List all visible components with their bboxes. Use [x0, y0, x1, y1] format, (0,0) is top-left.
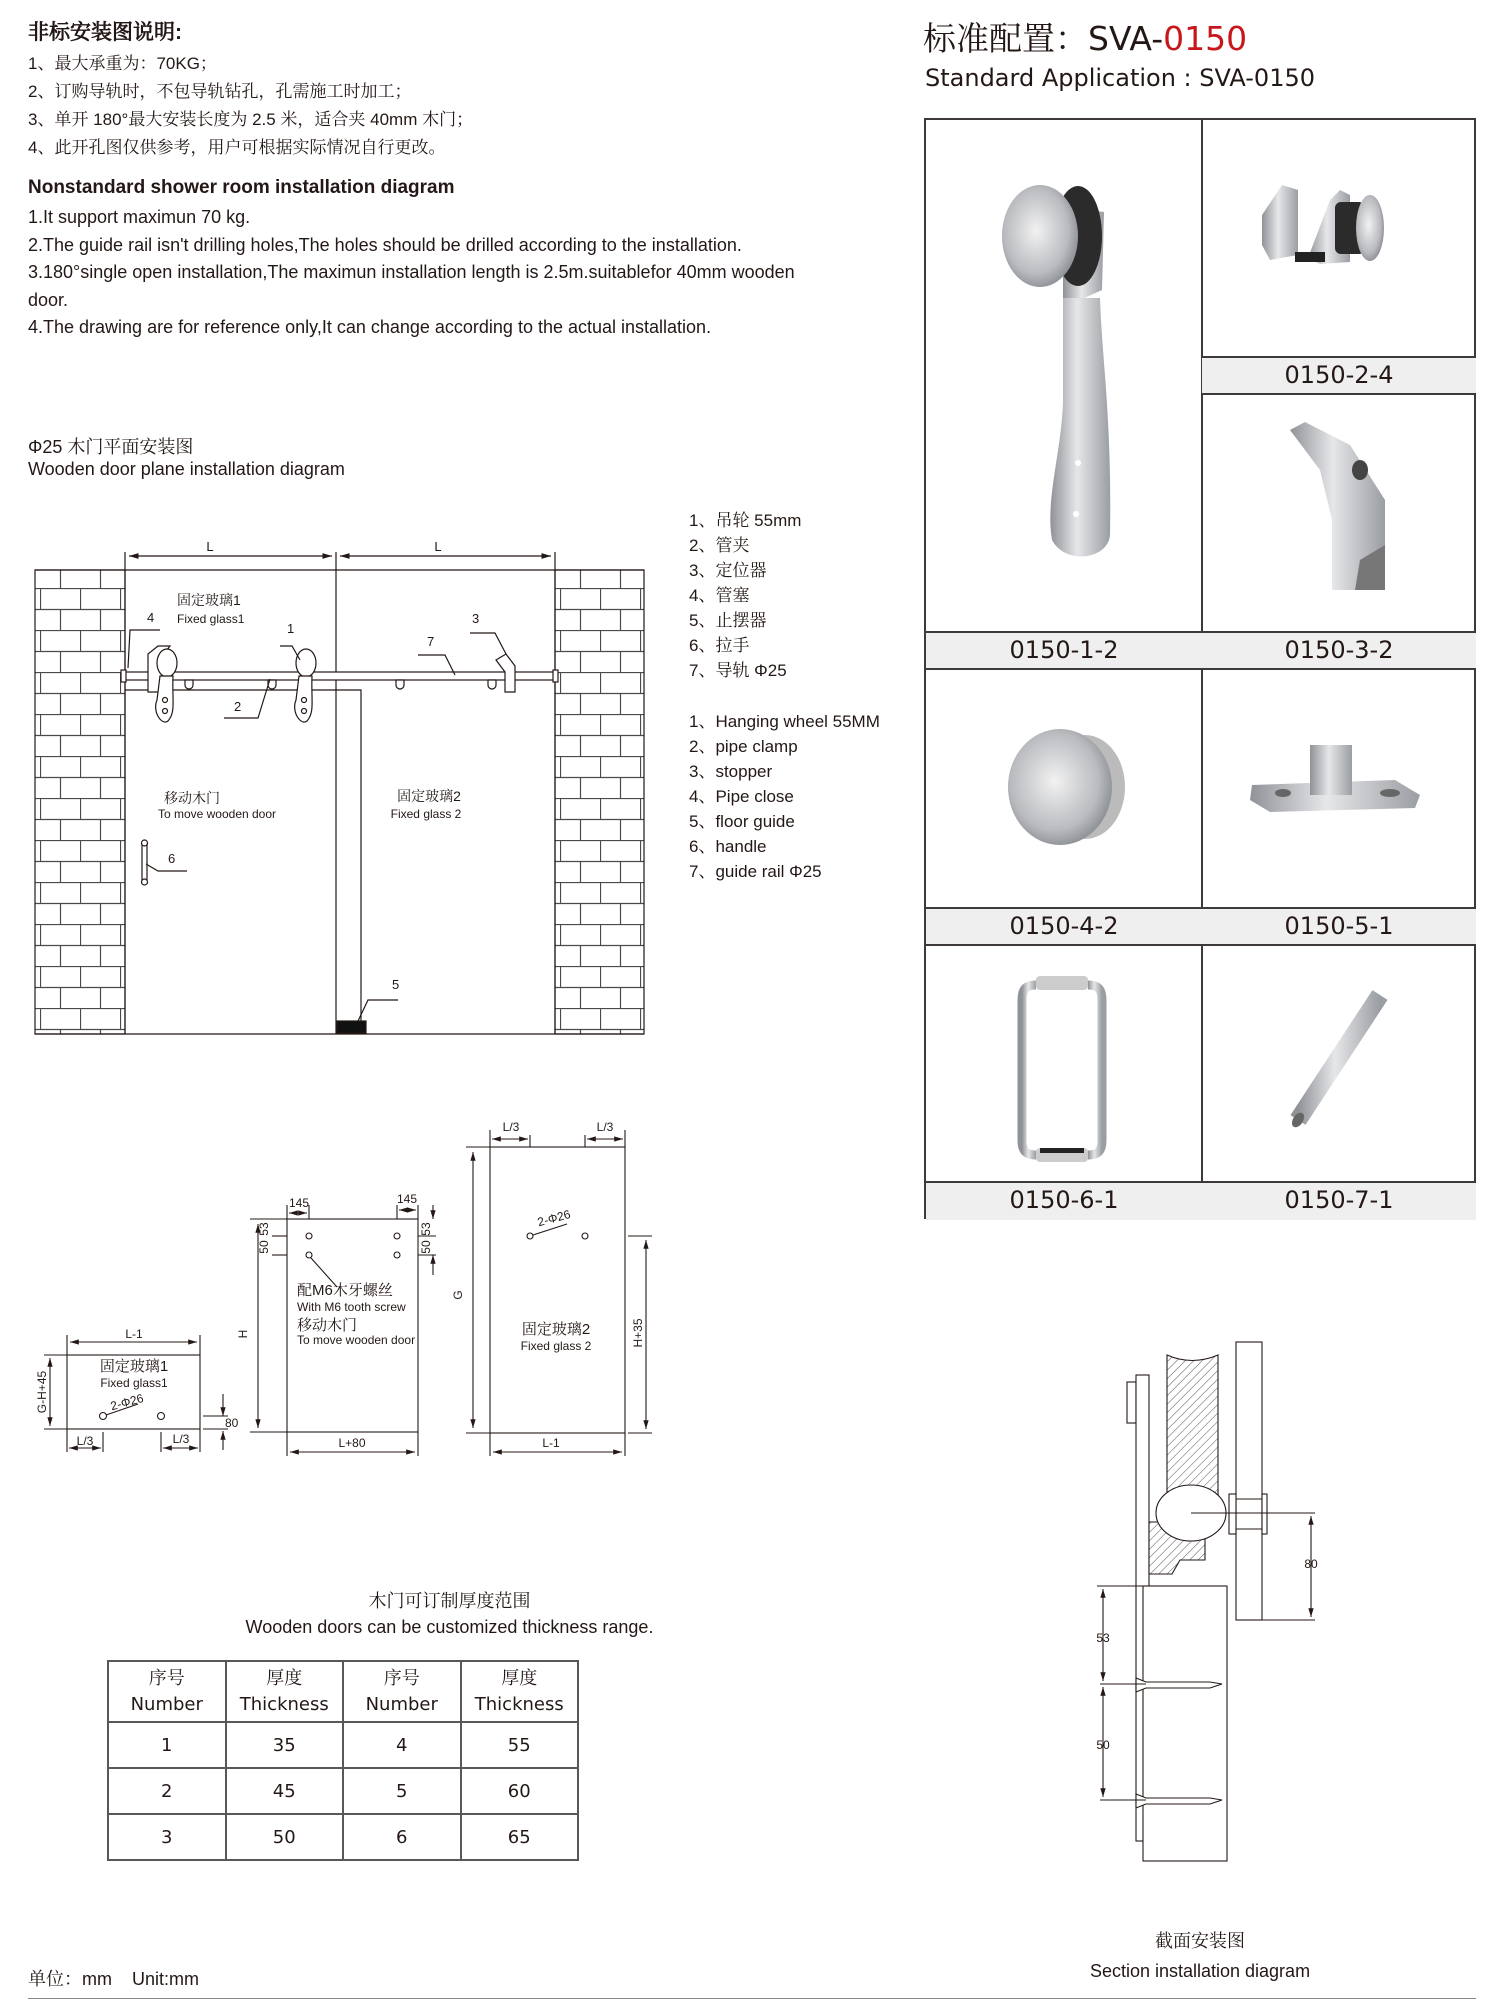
table-cell: 1: [108, 1722, 226, 1768]
fixed-glass2-zh: 固定玻璃2: [397, 788, 461, 804]
product-0150-7-1-image: [1289, 995, 1380, 1129]
legend-item: 3、定位器: [689, 561, 767, 580]
glass1-width: L-1: [125, 1327, 143, 1341]
fixed-glass2-en: Fixed glass 2: [390, 807, 462, 821]
hanging-wheel: [295, 649, 316, 722]
dim-label-L: L: [434, 539, 442, 554]
standard-title-prefix: 标准配置：SVA-: [923, 19, 1164, 58]
glass1-name-zh: 固定玻璃1: [99, 1358, 169, 1375]
glass2-name-en: Fixed glass 2: [520, 1339, 592, 1353]
door-name-en: To move wooden door: [297, 1333, 416, 1347]
door-screw-en: With M6 tooth screw: [297, 1300, 406, 1314]
legend-item: 5、floor guide: [689, 812, 795, 831]
standard-title-code: 0150: [1163, 19, 1248, 58]
note-en: 2.The guide rail isn't drilling holes,The holes should be drilled according to the installation.: [28, 234, 742, 255]
door-width: L+80: [338, 1436, 366, 1450]
plane-title-zh: Φ25 木门平面安装图: [28, 437, 194, 457]
moving-door-en: To move wooden door: [157, 807, 277, 821]
plane-title-en: Wooden door plane installation diagram: [28, 459, 345, 479]
table-cell: 60: [461, 1768, 579, 1814]
floor-guide: [337, 1021, 366, 1033]
table-cell: 35: [226, 1722, 344, 1768]
callout-4: 4: [147, 610, 155, 625]
table-cell: 4: [343, 1722, 461, 1768]
product-label: 0150-5-1: [1202, 907, 1476, 946]
table-row: [108, 1768, 578, 1814]
glass2-name-zh: 固定玻璃2: [521, 1321, 591, 1338]
product-label: 0150-3-2: [1202, 631, 1476, 670]
section-caption: [1000, 1926, 1400, 1986]
plane-installation-diagram: [35, 552, 644, 1034]
legend-item: 2、pipe clamp: [689, 737, 798, 756]
legend-item: 7、guide rail Φ25: [689, 862, 822, 881]
left-brick-wall: [35, 570, 125, 1034]
legend-item: 6、handle: [689, 837, 767, 856]
product-0150-4-2-image: [1008, 729, 1125, 845]
table-cell: 45: [226, 1768, 344, 1814]
guide-rail: [125, 672, 555, 680]
section-installation-diagram: [1097, 1342, 1315, 1861]
thickness-title-zh: 木门可订制厚度范围: [368, 1591, 531, 1611]
legend-item: 2、管夹: [689, 536, 750, 555]
door-v1: 50: [419, 1240, 433, 1254]
dim-80: 80: [1304, 1557, 1318, 1571]
dim-label-L: L: [206, 539, 214, 554]
table-cell: 50: [226, 1814, 344, 1860]
door-edge: 145: [288, 1196, 310, 1210]
note-zh: 2、订购导轨时，不包导轨钻孔，孔需施工时加工；: [28, 82, 412, 101]
pipe-clamps: [185, 680, 496, 689]
callout-7: 7: [427, 634, 435, 649]
door-height: H: [236, 1329, 250, 1339]
header-cell: 序号 Number: [343, 1661, 461, 1722]
right-brick-wall: [555, 570, 644, 1034]
glass1-height: G-H+45: [35, 1370, 49, 1414]
fixed-glass1-zh: 固定玻璃1: [177, 592, 241, 608]
table-cell: 6: [343, 1814, 461, 1860]
table-cell: 65: [461, 1814, 579, 1860]
product-0150-2-4-image: [1262, 185, 1384, 264]
header-cell: 厚度 Thickness: [461, 1661, 579, 1722]
door-v1: 50: [257, 1240, 271, 1254]
section-caption-zh: 截面安装图: [1155, 1931, 1245, 1951]
product-0150-3-2-image: [1290, 422, 1385, 590]
door-v2: 53: [257, 1222, 271, 1236]
table-header-row: [108, 1661, 578, 1722]
product-0150-1-2-image: [1002, 185, 1110, 556]
dim-50: 50: [1096, 1738, 1110, 1752]
callout-2: 2: [234, 699, 242, 714]
panel-labels: [35, 1120, 645, 1450]
note-zh: 4、此开孔图仅供参考，用户可根据实际情况自行更改。: [28, 138, 446, 157]
glass2-hole-height: H+35: [631, 1318, 645, 1348]
note-en: 3.180°single open installation,The maximun installation length is 2.5m.suitablefor 40mm wooden door.: [28, 262, 795, 310]
legend-item: 3、stopper: [689, 762, 773, 781]
product-label: 0150-1-2: [926, 631, 1202, 670]
product-label: 0150-7-1: [1202, 1181, 1476, 1220]
callout-1: 1: [287, 621, 295, 636]
glass2-edge: L/3: [596, 1120, 614, 1134]
unit-note: 单位：mm Unit:mm: [28, 1969, 199, 1989]
legend-item: 6、拉手: [689, 636, 750, 655]
note-en: 4.The drawing are for reference only,It can change according to the actual installation.: [28, 317, 712, 337]
hanging-wheel: [148, 646, 177, 722]
door-handle: [142, 840, 148, 885]
table-cell: 5: [343, 1768, 461, 1814]
glass2-height: G: [451, 1290, 465, 1300]
product-0150-5-1-image: [1250, 745, 1420, 812]
table-cell: 55: [461, 1722, 579, 1768]
table-cell: 2: [108, 1768, 226, 1814]
glass1-holes: 2-Φ26: [108, 1391, 146, 1414]
callout-5: 5: [392, 977, 400, 992]
glass1-edge: L/3: [76, 1434, 94, 1448]
callout-3: 3: [472, 611, 480, 626]
glass2-panel: [490, 1147, 625, 1433]
door-edge: 145: [396, 1192, 418, 1206]
product-label: 0150-4-2: [926, 907, 1202, 946]
dim-53: 53: [1096, 1631, 1110, 1645]
fixed-glass1-en: Fixed glass1: [177, 612, 245, 626]
note-zh: 3、单开 180°最大安装长度为 2.5 米，适合夹 40mm 木门；: [28, 110, 474, 129]
legend-item: 4、管塞: [689, 586, 750, 605]
door-v2: 53: [419, 1222, 433, 1236]
legend-item: 1、Hanging wheel 55MM: [689, 712, 880, 731]
bottom-divider: [28, 1998, 1476, 1999]
glass2-width: L-1: [542, 1436, 560, 1450]
table-cell: 3: [108, 1814, 226, 1860]
legend-item: 1、吊轮 55mm: [689, 511, 802, 530]
thickness-table-title: [107, 1588, 792, 1640]
glass2-edge: L/3: [502, 1120, 520, 1134]
thickness-table: [107, 1660, 579, 1861]
product-label: 0150-6-1: [926, 1181, 1202, 1220]
header-cell: 厚度 Thickness: [226, 1661, 344, 1722]
standard-subtitle: Standard Application : SVA-0150: [925, 64, 1315, 92]
door-name-zh: 移动木门: [297, 1317, 358, 1334]
callout-6: 6: [168, 851, 176, 866]
section-caption-en: Section installation diagram: [1089, 1961, 1311, 1981]
table-row: [108, 1722, 578, 1768]
glass1-edge: L/3: [172, 1432, 190, 1446]
table-row: [108, 1814, 578, 1860]
product-0150-6-1-image: [1022, 976, 1102, 1162]
legend-item: 7、导轨 Φ25: [689, 661, 787, 680]
notes-title-en: Nonstandard shower room installation diagram: [28, 177, 455, 198]
notes-title-zh: 非标安装图说明:: [28, 21, 182, 44]
header-cell: 序号 Number: [108, 1661, 226, 1722]
legend-item: 4、Pipe close: [689, 787, 794, 806]
note-en: 1.It support maximun 70 kg.: [28, 207, 251, 227]
thickness-title-en: Wooden doors can be customized thickness range.: [245, 1617, 654, 1637]
glass2-holes: 2-Φ26: [535, 1207, 573, 1230]
legend-item: 5、止摆器: [689, 611, 767, 630]
door-screw-zh: 配M6木牙螺丝: [297, 1282, 393, 1299]
product-label: 0150-2-4: [1202, 356, 1476, 395]
moving-door-zh: 移动木门: [164, 790, 220, 806]
glass1-name-en: Fixed glass1: [100, 1376, 168, 1390]
note-zh: 1、最大承重为：70KG；: [28, 54, 217, 73]
plane-diagram-labels: [147, 539, 479, 992]
glass1-offset: 80: [225, 1416, 239, 1430]
